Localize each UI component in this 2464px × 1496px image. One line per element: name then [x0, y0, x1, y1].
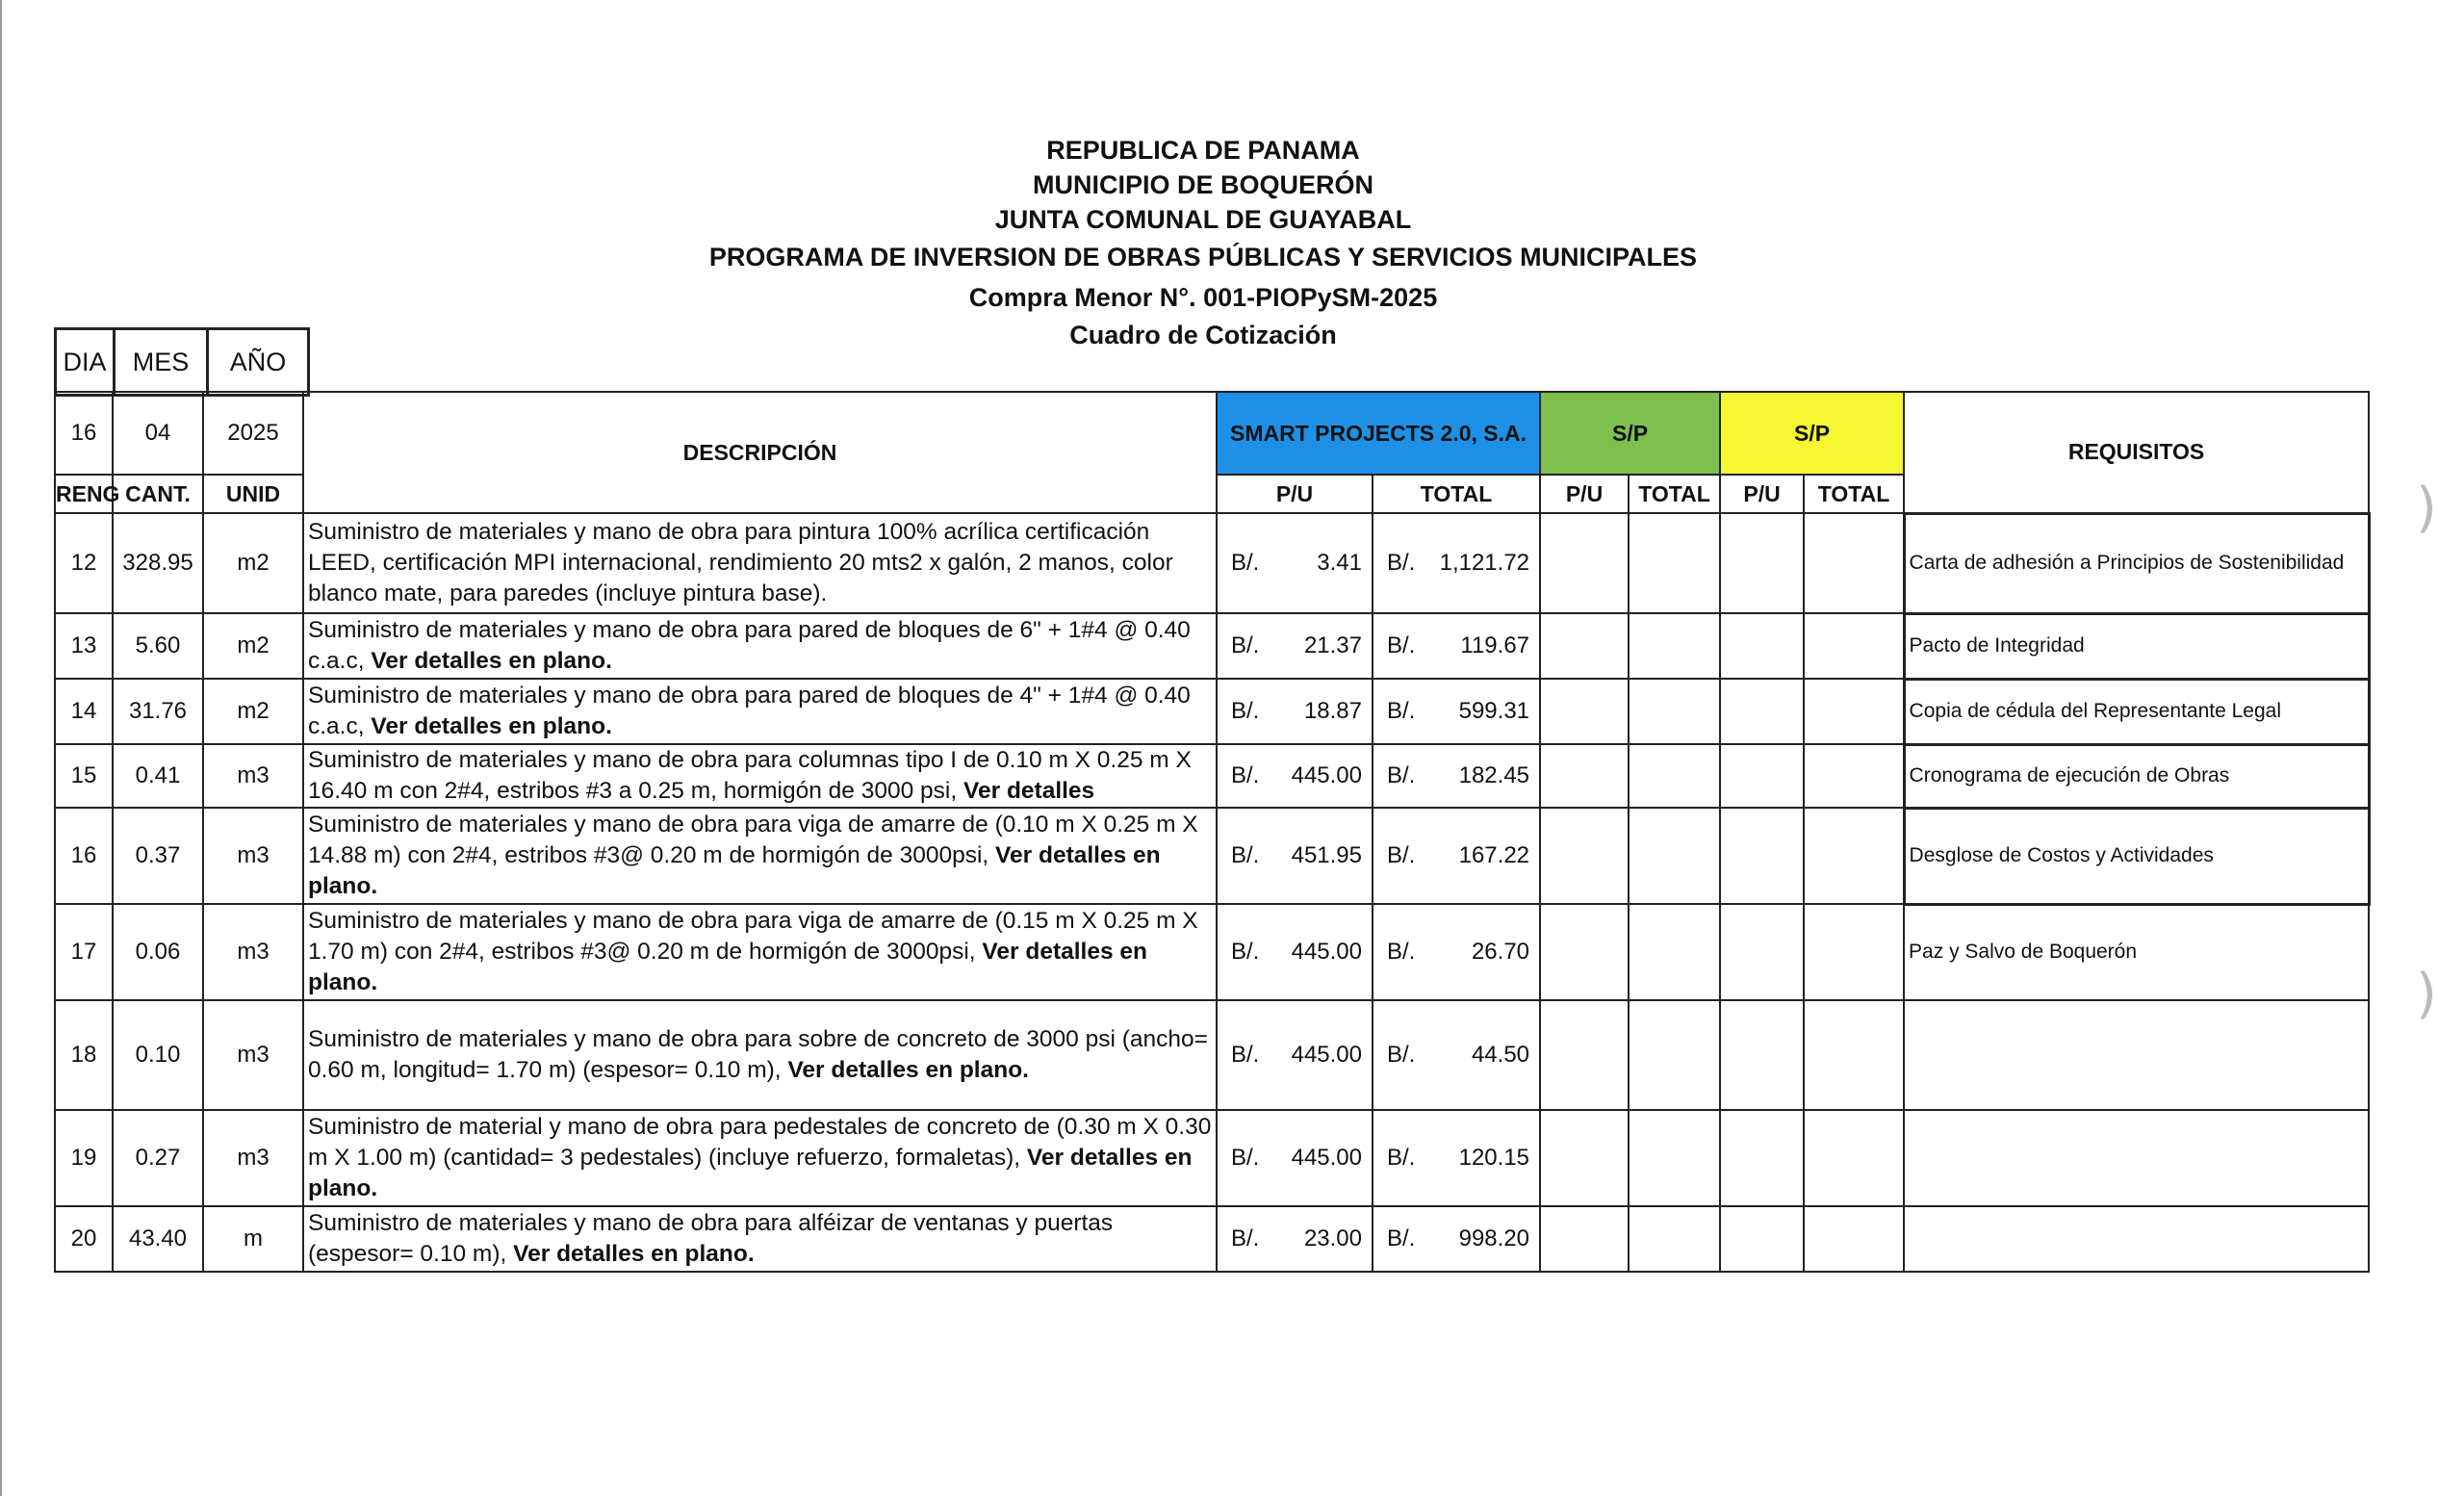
cell-empty — [1629, 513, 1720, 613]
currency-label: B/. — [1231, 842, 1260, 868]
header-total: TOTAL — [1804, 475, 1904, 513]
cell-reng: 19 — [55, 1110, 113, 1206]
cell-total — [1373, 613, 1540, 679]
cell-total — [1373, 1110, 1540, 1206]
cell-descripcion — [303, 513, 1217, 613]
pu-value: 445.00 — [1291, 1042, 1362, 1068]
header-pu: P/U — [1217, 475, 1373, 513]
total-value: 119.67 — [1460, 632, 1530, 658]
cell-empty — [1720, 513, 1804, 613]
bidder-sp-2: S/P — [1720, 392, 1904, 475]
cell-reng: 18 — [55, 1000, 113, 1110]
currency-label: B/. — [1387, 1042, 1416, 1068]
cell-requisito: Copia de cédula del Representante Legal — [1904, 679, 2369, 744]
cell-pu — [1217, 808, 1373, 904]
cell-pu — [1217, 679, 1373, 744]
cell-descripcion — [303, 613, 1217, 679]
cell-empty — [1720, 744, 1804, 808]
cell-empty — [1629, 744, 1720, 808]
total-value: 182.45 — [1458, 762, 1530, 788]
pu-value: 451.95 — [1291, 842, 1362, 868]
total-value: 599.31 — [1458, 698, 1530, 724]
cell-empty — [1720, 1110, 1804, 1206]
total-value: 120.15 — [1458, 1145, 1530, 1171]
cell-cant: 0.37 — [113, 808, 203, 904]
cell-cant: 31.76 — [113, 679, 203, 744]
currency-label: B/. — [1387, 698, 1416, 724]
cell-requisito: Pacto de Integridad — [1904, 613, 2369, 679]
date-mes: 04 — [113, 392, 203, 475]
cell-unid: m2 — [203, 613, 303, 679]
cell-empty — [1540, 904, 1629, 1000]
cell-empty — [1804, 613, 1904, 679]
currency-label: B/. — [1387, 762, 1416, 788]
pu-value: 445.00 — [1291, 939, 1362, 965]
quote-table — [54, 391, 2371, 1273]
header-purchase-number: Compra Menor N°. 001-PIOPySM-2025 — [968, 283, 1438, 312]
cell-unid: m3 — [203, 904, 303, 1000]
cell-reng: 17 — [55, 904, 113, 1000]
desc-text: Suministro de materiales y mano de obra para alféizar de ventanas y puertas (espesor= 0.10 m), — [308, 1210, 1114, 1267]
desc-bold-note: Ver detalles en plano. — [513, 1241, 755, 1267]
mes-label: MES — [115, 329, 208, 396]
cell-empty — [1540, 808, 1629, 904]
cell-unid: m2 — [203, 679, 303, 744]
cell-empty — [1804, 1000, 1904, 1110]
cell-pu — [1217, 744, 1373, 808]
cell-empty — [1629, 1000, 1720, 1110]
total-value: 44.50 — [1471, 1042, 1530, 1068]
cell-empty — [1804, 679, 1904, 744]
desc-text: Suministro de materiales y mano de obra para columnas tipo I de 0.10 m X 0.25 m X 16.40 m con 2#4, estribos #3 a 0.25 m, hormigón de 3000 psi, — [308, 747, 1192, 804]
total-value: 998.20 — [1458, 1225, 1530, 1251]
desc-bold-note: Ver detalles — [962, 778, 1095, 804]
table-row — [55, 513, 2369, 613]
cell-requisito — [1904, 1110, 2369, 1206]
cell-unid: m — [203, 1206, 303, 1272]
cell-total — [1373, 679, 1540, 744]
header-program: PROGRAMA DE INVERSION DE OBRAS PÚBLICAS Y SERVICIOS MUNICIPALES — [708, 243, 1698, 271]
cell-empty — [1720, 613, 1804, 679]
date-dia: 16 — [55, 392, 113, 475]
cell-cant: 5.60 — [113, 613, 203, 679]
desc-text: Suministro de materiales y mano de obra para pared de bloques de 6" + 1#4 @ 0.40 c.a.c, — [308, 617, 1191, 674]
cell-descripcion — [303, 1206, 1217, 1272]
pu-value: 445.00 — [1291, 762, 1362, 788]
cell-reng: 13 — [55, 613, 113, 679]
table-row — [55, 1110, 2369, 1206]
header-requisitos: REQUISITOS — [1904, 392, 2369, 513]
cell-unid: m3 — [203, 1110, 303, 1206]
currency-label: B/. — [1231, 632, 1260, 658]
cell-empty — [1804, 513, 1904, 613]
cell-empty — [1720, 808, 1804, 904]
header-unid: UNID — [203, 475, 303, 513]
cell-cant: 43.40 — [113, 1206, 203, 1272]
currency-label: B/. — [1387, 550, 1416, 576]
header-descripcion: DESCRIPCIÓN — [303, 392, 1217, 513]
table-row — [55, 1206, 2369, 1272]
header-cant: CANT. — [113, 475, 203, 513]
currency-label: B/. — [1231, 762, 1260, 788]
cell-descripcion — [303, 744, 1217, 808]
cell-empty — [1629, 1206, 1720, 1272]
header-total: TOTAL — [1629, 475, 1720, 513]
cell-descripcion — [303, 679, 1217, 744]
table-row — [55, 679, 2369, 744]
currency-label: B/. — [1387, 842, 1416, 868]
cell-unid: m3 — [203, 1000, 303, 1110]
cell-unid: m3 — [203, 744, 303, 808]
cell-unid: m3 — [203, 808, 303, 904]
cell-descripcion — [303, 1110, 1217, 1206]
desc-bold-note: Ver detalles en plano. — [308, 939, 1148, 995]
cell-pu — [1217, 1000, 1373, 1110]
desc-text: Suministro de materiales y mano de obra para pared de bloques de 4" + 1#4 @ 0.40 c.a.c, — [308, 683, 1191, 739]
cell-pu — [1217, 1110, 1373, 1206]
header-total: TOTAL — [1373, 475, 1540, 513]
cell-pu — [1217, 513, 1373, 613]
pu-value: 445.00 — [1291, 1145, 1362, 1171]
currency-label: B/. — [1231, 1225, 1260, 1251]
header-municipality: MUNICIPIO DE BOQUERÓN — [1032, 170, 1374, 199]
currency-label: B/. — [1387, 632, 1416, 658]
cell-empty — [1540, 613, 1629, 679]
cell-reng: 15 — [55, 744, 113, 808]
currency-label: B/. — [1231, 1145, 1260, 1171]
cell-empty — [1804, 744, 1904, 808]
desc-text: Suministro de materiales y mano de obra para viga de amarre de (0.10 m X 0.25 m X 14.88 m) con 2#4, estribos #3@ 0.20 m de hormigón de 3000psi, — [308, 812, 1198, 868]
cell-empty — [1804, 1110, 1904, 1206]
scan-binder-mark: ) — [2416, 963, 2437, 1025]
cell-unid: m2 — [203, 513, 303, 613]
currency-label: B/. — [1387, 939, 1416, 965]
cell-total — [1373, 513, 1540, 613]
cell-pu — [1217, 613, 1373, 679]
cell-total — [1373, 1000, 1540, 1110]
cell-empty — [1629, 1110, 1720, 1206]
desc-bold-note: Ver detalles en plano. — [308, 1145, 1193, 1201]
cell-cant: 328.95 — [113, 513, 203, 613]
cell-requisito: Paz y Salvo de Boquerón — [1904, 904, 2369, 1000]
cell-total — [1373, 744, 1540, 808]
cell-total — [1373, 904, 1540, 1000]
table-row — [55, 808, 2369, 904]
header-junta: JUNTA COMUNAL DE GUAYABAL — [994, 205, 1412, 234]
cell-empty — [1629, 679, 1720, 744]
pu-value: 18.87 — [1303, 698, 1362, 724]
cell-reng: 12 — [55, 513, 113, 613]
cell-empty — [1720, 904, 1804, 1000]
cell-cant: 0.27 — [113, 1110, 203, 1206]
document-header — [0, 133, 2406, 352]
desc-bold-note: Ver detalles en plano. — [371, 648, 612, 674]
cell-descripcion — [303, 1000, 1217, 1110]
pu-value: 21.37 — [1303, 632, 1362, 658]
cell-reng: 14 — [55, 679, 113, 744]
header-country: REPUBLICA DE PANAMA — [1046, 136, 1360, 165]
cell-empty — [1720, 679, 1804, 744]
cell-cant: 0.41 — [113, 744, 203, 808]
dia-label: DIA — [56, 329, 115, 396]
cell-requisito — [1904, 1000, 2369, 1110]
total-value: 167.22 — [1458, 842, 1530, 868]
cell-empty — [1540, 1110, 1629, 1206]
pu-value: 3.41 — [1317, 550, 1362, 576]
cell-requisito: Carta de adhesión a Principios de Sostenibilidad — [1904, 513, 2369, 613]
date-header-table — [54, 327, 310, 397]
total-value: 26.70 — [1471, 939, 1530, 965]
cell-empty — [1629, 613, 1720, 679]
currency-label: B/. — [1231, 939, 1260, 965]
cell-requisito: Cronograma de ejecución de Obras — [1904, 744, 2369, 808]
cell-empty — [1720, 1206, 1804, 1272]
desc-text: Suministro de material y mano de obra para pedestales de concreto de (0.30 m X 0.30 m X 1.00 m) (cantidad= 3 pedestales) (incluye refuerzo, formaletas), — [308, 1114, 1212, 1171]
cell-requisito — [1904, 1206, 2369, 1272]
desc-text: Suministro de materiales y mano de obra para pintura 100% acrílica certificación LEED, certificación MPI internacional, rendimiento 20 mts2 x galón, 2 manos, color blanco mate, para paredes (incluye pintura base). — [308, 519, 1173, 606]
cell-empty — [1629, 808, 1720, 904]
currency-label: B/. — [1231, 1042, 1260, 1068]
cell-total — [1373, 808, 1540, 904]
cell-empty — [1540, 513, 1629, 613]
table-row — [55, 613, 2369, 679]
header-pu: P/U — [1720, 475, 1804, 513]
cell-total — [1373, 1206, 1540, 1272]
currency-label: B/. — [1231, 550, 1260, 576]
bidder-sp-1: S/P — [1540, 392, 1720, 475]
pu-value: 23.00 — [1303, 1225, 1362, 1251]
cell-empty — [1540, 1206, 1629, 1272]
cell-empty — [1804, 808, 1904, 904]
cell-empty — [1540, 744, 1629, 808]
desc-bold-note: Ver detalles en plano. — [787, 1057, 1029, 1083]
header-pu: P/U — [1540, 475, 1629, 513]
currency-label: B/. — [1231, 698, 1260, 724]
desc-text: Suministro de materiales y mano de obra para viga de amarre de (0.15 m X 0.25 m X 1.70 m) con 2#4, estribos #3@ 0.20 m de hormigón de 3000psi, — [308, 908, 1198, 965]
cell-empty — [1540, 1000, 1629, 1110]
cell-cant: 0.06 — [113, 904, 203, 1000]
cell-pu — [1217, 1206, 1373, 1272]
cell-empty — [1720, 1000, 1804, 1110]
desc-text: Suministro de materiales y mano de obra para sobre de concreto de 3000 psi (ancho= 0.60 m, longitud= 1.70 m) (espesor= 0.10 m), — [308, 1026, 1208, 1083]
table-row — [55, 744, 2369, 808]
cell-empty — [1540, 679, 1629, 744]
total-value: 1,121.72 — [1439, 550, 1530, 576]
cell-requisito: Desglose de Costos y Actividades — [1904, 808, 2369, 904]
table-row — [55, 1000, 2369, 1110]
cell-descripcion — [303, 808, 1217, 904]
cell-cant: 0.10 — [113, 1000, 203, 1110]
anio-label: AÑO — [208, 329, 309, 396]
scan-binder-mark: ) — [2416, 477, 2437, 539]
cell-empty — [1629, 904, 1720, 1000]
cell-reng: 16 — [55, 808, 113, 904]
currency-label: B/. — [1387, 1145, 1416, 1171]
desc-bold-note: Ver detalles en plano. — [371, 713, 612, 739]
cell-reng: 20 — [55, 1206, 113, 1272]
bidder-smart-projects: SMART PROJECTS 2.0, S.A. — [1217, 392, 1540, 475]
date-anio: 2025 — [203, 392, 303, 475]
cell-pu — [1217, 904, 1373, 1000]
cell-descripcion — [303, 904, 1217, 1000]
currency-label: B/. — [1387, 1225, 1416, 1251]
header-quote-title: Cuadro de Cotización — [1069, 321, 1337, 349]
cell-empty — [1804, 904, 1904, 1000]
table-row — [55, 904, 2369, 1000]
desc-bold-note: Ver detalles en plano. — [308, 842, 1161, 899]
cell-empty — [1804, 1206, 1904, 1272]
header-reng: RENG — [55, 475, 113, 513]
